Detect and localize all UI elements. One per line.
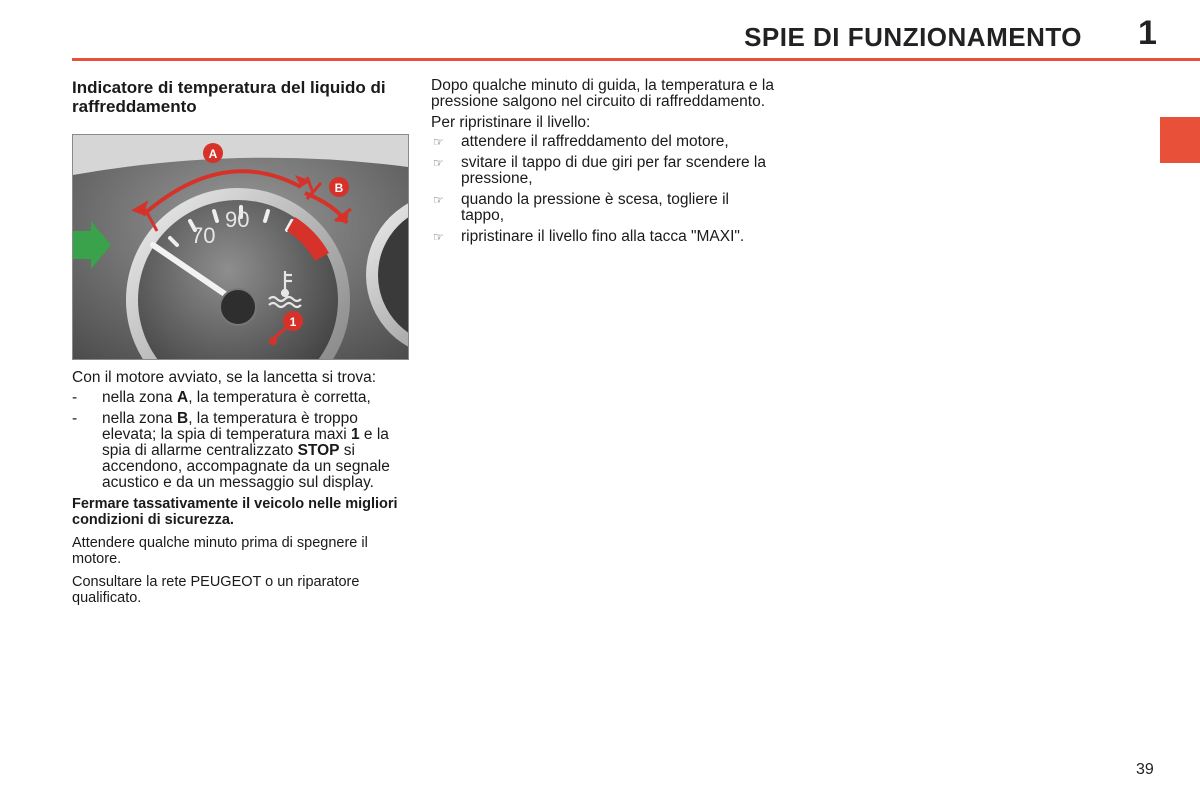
- pointing-hand-icon: ☞: [433, 230, 444, 244]
- chapter-number: 1: [1138, 14, 1157, 52]
- middle-column: [431, 78, 776, 250]
- section-title: SPIE DI FUNZIONAMENTO: [744, 22, 1082, 52]
- wait-note: Attendere qualche minuto prima di spegnere il motore.: [72, 535, 368, 567]
- pointing-hand-icon: ☞: [433, 156, 444, 170]
- safety-warning: Fermare tassativamente il veicolo nelle migliori condizioni di sicurezza.: [72, 496, 398, 528]
- restore-steps-list: [431, 134, 776, 245]
- list-item: - nella zona B, la temperatura è troppo elevata; la spia di temperatura maxi 1 e la spia di allarme centralizzato STOP si accendono, accompagnate da un segnale acustico e da un messaggio sul display.: [72, 410, 390, 491]
- pointing-hand-icon: ☞: [433, 193, 444, 207]
- chapter-tab: [1160, 117, 1200, 163]
- dealer-note: Consultare la rete PEUGEOT o un riparatore qualificato.: [72, 574, 360, 606]
- svg-text:70: 70: [191, 223, 216, 248]
- header-divider: [72, 58, 1200, 61]
- coolant-temp-heading: Indicatore di temperatura del liquido di raffreddamento: [72, 78, 386, 116]
- gauge-intro-text: Con il motore avviato, se la lancetta si trova:: [72, 369, 377, 386]
- page-number: 39: [1136, 761, 1154, 778]
- temperature-gauge-figure: [72, 134, 409, 360]
- zone-list: [72, 390, 409, 491]
- list-item: - nella zona A, la temperatura è corretta,: [72, 389, 371, 406]
- svg-text:1: 1: [289, 315, 297, 329]
- svg-text:A: A: [208, 147, 218, 161]
- left-column: [72, 78, 409, 606]
- list-item: ☞ quando la pressione è scesa, togliere il tappo,: [433, 191, 729, 224]
- circuit-text: Dopo qualche minuto di guida, la temperatura e la pressione salgono nel circuito di raffreddamento.: [431, 77, 774, 110]
- svg-text:B: B: [334, 181, 344, 195]
- svg-text:90: 90: [225, 207, 250, 232]
- list-item: ☞ ripristinare il livello fino alla tacca "MAXI".: [433, 228, 745, 245]
- restore-level-label: Per ripristinare il livello:: [431, 114, 591, 131]
- pointing-hand-icon: ☞: [433, 135, 444, 149]
- list-item: ☞ attendere il raffreddamento del motore,: [433, 133, 729, 150]
- list-item: ☞ svitare il tappo di due giri per far scendere la pressione,: [433, 154, 766, 187]
